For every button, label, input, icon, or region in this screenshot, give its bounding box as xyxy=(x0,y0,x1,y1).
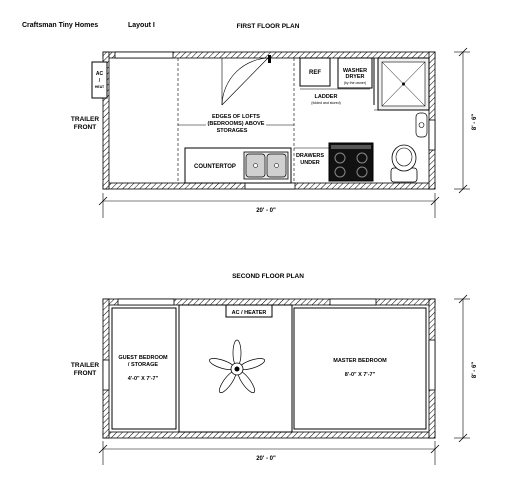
second-depth-dim: 8' - 6" xyxy=(472,361,478,379)
trailer-front-label-2: FRONT xyxy=(73,124,97,131)
first-floor-plan xyxy=(71,48,478,218)
guest-bedroom-size: 4'-0" X 7'-7" xyxy=(127,376,159,382)
door-jamb xyxy=(268,55,271,63)
door-swing xyxy=(222,58,270,105)
ac-label-2: / xyxy=(98,78,101,84)
sink-icon xyxy=(244,152,288,179)
ac-label-1: AC xyxy=(95,71,104,77)
guest-bedroom-label-2: / STORAGE xyxy=(127,362,159,368)
stove-icon xyxy=(329,143,373,181)
second-floor-bottom-wall xyxy=(103,432,435,438)
shower-icon xyxy=(378,58,429,110)
dryer-label: DRYER xyxy=(345,74,365,80)
second-width-dim: 20' - 0" xyxy=(256,456,276,462)
first-floor-window-top-left xyxy=(115,52,173,58)
master-loft xyxy=(294,308,426,429)
ladder-note: (folded and stored) xyxy=(311,101,341,105)
ac-label-3: HEAT xyxy=(94,85,105,89)
first-floor-window-bottom xyxy=(245,183,295,189)
first-floor-title: FIRST FLOOR PLAN xyxy=(236,23,300,30)
drawers-label-1: DRAWERS xyxy=(295,153,325,159)
trailer-front-label-2f-1: TRAILER xyxy=(70,362,100,369)
ref-label: REF xyxy=(309,70,321,76)
first-width-dim: 20' - 0" xyxy=(256,208,276,214)
company-name: Craftsman Tiny Homes xyxy=(22,22,99,29)
washer-label: WASHER xyxy=(342,68,368,74)
washer-note: (by the owner) xyxy=(343,81,367,85)
master-bedroom-size: 8'-0" X 7'-7" xyxy=(344,372,376,378)
first-depth-dim: 8' - 6" xyxy=(472,113,478,131)
master-bedroom-label: MASTER BEDROOM xyxy=(333,358,387,364)
ladder-label: LADDER xyxy=(314,94,338,100)
guest-loft xyxy=(112,308,176,429)
trailer-front-label-1: TRAILER xyxy=(70,116,100,123)
trailer-front-label-2f-2: FRONT xyxy=(73,370,97,377)
countertop-label: COUNTERTOP xyxy=(194,164,236,170)
second-floor-plan xyxy=(71,295,478,465)
ac-heater-label: AC / HEATER xyxy=(231,310,267,316)
lofts-note-2: (BEDROOMS) ABOVE xyxy=(207,121,265,127)
drawers-label-2: UNDER xyxy=(300,160,320,166)
guest-bedroom-label-1: GUEST BEDROOM xyxy=(118,355,168,361)
first-floor-window-right xyxy=(429,120,435,150)
lofts-note-1: EDGES OF LOFTS xyxy=(212,114,260,120)
bath-sink-icon xyxy=(416,113,427,137)
lofts-note-3: STORAGES xyxy=(216,128,248,134)
layout-label: Layout I xyxy=(128,22,155,29)
toilet-icon xyxy=(391,145,417,182)
second-floor-title: SECOND FLOOR PLAN xyxy=(232,273,304,280)
